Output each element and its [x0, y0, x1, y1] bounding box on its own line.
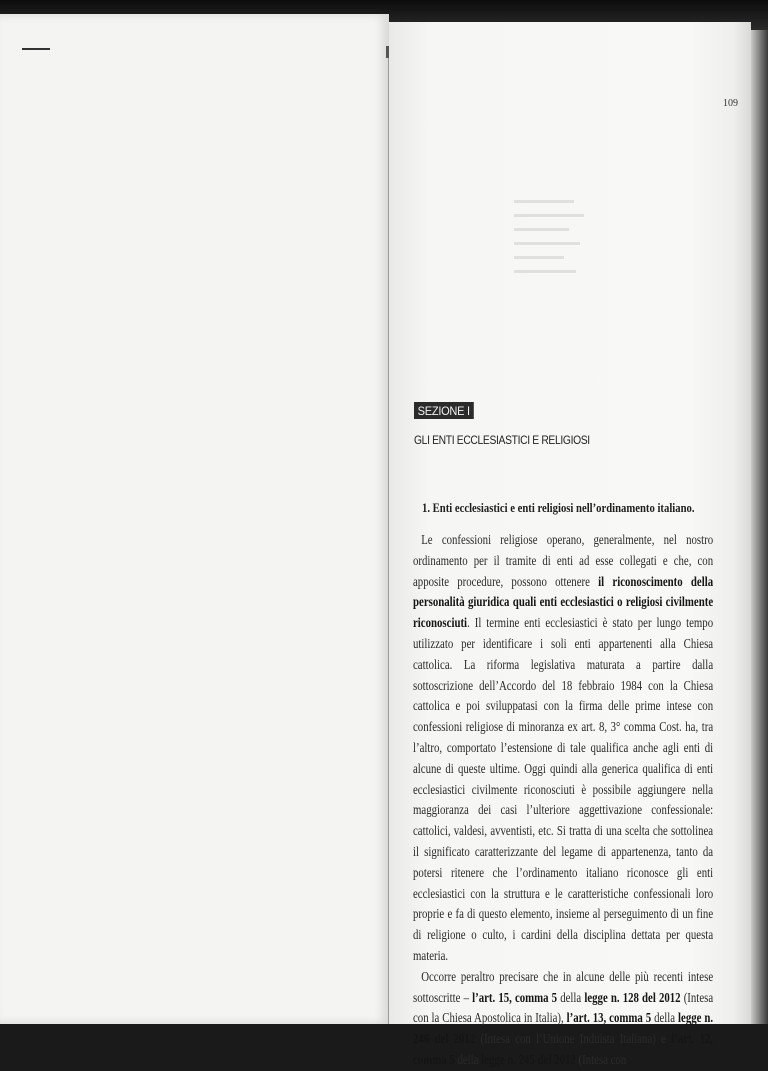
- text-run: . Il termine enti ecclesiastici è stato per lungo tempo utilizzato per identificare i soli enti appartenenti alla Chiesa cattolica. La riforma legislativa maturata a partire dalla sottoscrizione dell’Accordo del 18 febbraio 1984 con la Chiesa cattolica e poi sviluppatasi con la firma delle prime intese con confessioni religiose di minoranza ex art. 8, 3° comma Cost. ha, tra l’altro, comportato l’estensione di tale qualifica anche agli enti di alcune di queste ultime. Oggi quindi alla generica qualifica di enti ecclesiastici civilmente riconosciuti è possibile aggiungere nella maggioranza dei casi l’ulteriore aggettivazione confessionale: cattolici, valdesi, avventisti, etc. Si tratta di una scelta che sottolinea il significato caratterizzante del legame di appartenenza, tanto da potersi ritenere che l’ordinamento italiano riconosce gli enti ecclesiastici con la struttura e le caratteristiche confessionali loro proprie e fa di questo elemento, insieme al perseguimento di un fine di religione o culto, i cardini della disciplina dettata per questa materia.: [413, 615, 714, 963]
- bold-text-run: l’art. 15, comma 5: [472, 989, 558, 1005]
- chapter-heading: 1. Enti ecclesiastici e enti religiosi nell’ordinamento italiano.: [422, 500, 695, 515]
- show-through-text: [514, 200, 584, 290]
- text-run: Le confessioni religiose operano, generalmente, nel nostro ordinamento per il tramite di enti ad esse collegati e che, con apposite procedure, possono ottenere: [413, 532, 714, 589]
- text-run: della: [454, 1051, 482, 1067]
- bold-text-run: legge n. 245 del 2012: [481, 1051, 576, 1067]
- bold-text-run: legge n. 246 del 2012: [413, 1010, 714, 1047]
- paragraph-2: [413, 967, 713, 1071]
- left-page-blank: [0, 14, 389, 1024]
- page-edge-shadow: [751, 30, 768, 1024]
- section-title: GLI ENTI ECCLESIASTICI E RELIGIOSI: [414, 433, 590, 447]
- section-badge: SEZIONE I: [414, 402, 473, 419]
- text-run: (Intesa con: [575, 1051, 627, 1067]
- text-run: Occorre peraltro precisare che in alcune delle più recenti intese sottoscritte –: [413, 968, 714, 1005]
- text-run: della: [557, 989, 585, 1005]
- gutter-mark: [386, 46, 389, 58]
- body-text: [413, 530, 713, 1071]
- text-run: (Intesa con l’Unione Induista Italiana) e: [475, 1031, 672, 1047]
- bold-text-run: legge n. 128 del 2012: [584, 989, 681, 1005]
- text-run: (Intesa con la Chiesa Apostolica in Italia),: [413, 989, 714, 1026]
- bold-text-run: il riconoscimento della personalità giuridica quali enti ecclesiastici o religiosi civilmente riconosciuti: [413, 573, 714, 631]
- paragraph-1: [413, 530, 713, 967]
- bold-text-run: l’art. 13, comma 5: [566, 1010, 652, 1026]
- text-run: della: [651, 1010, 679, 1026]
- left-page-mark: [22, 48, 50, 50]
- page-number: 109: [723, 98, 738, 109]
- bold-text-run: l’art. 12, comma 5: [413, 1031, 714, 1067]
- book-gutter: [388, 48, 389, 1024]
